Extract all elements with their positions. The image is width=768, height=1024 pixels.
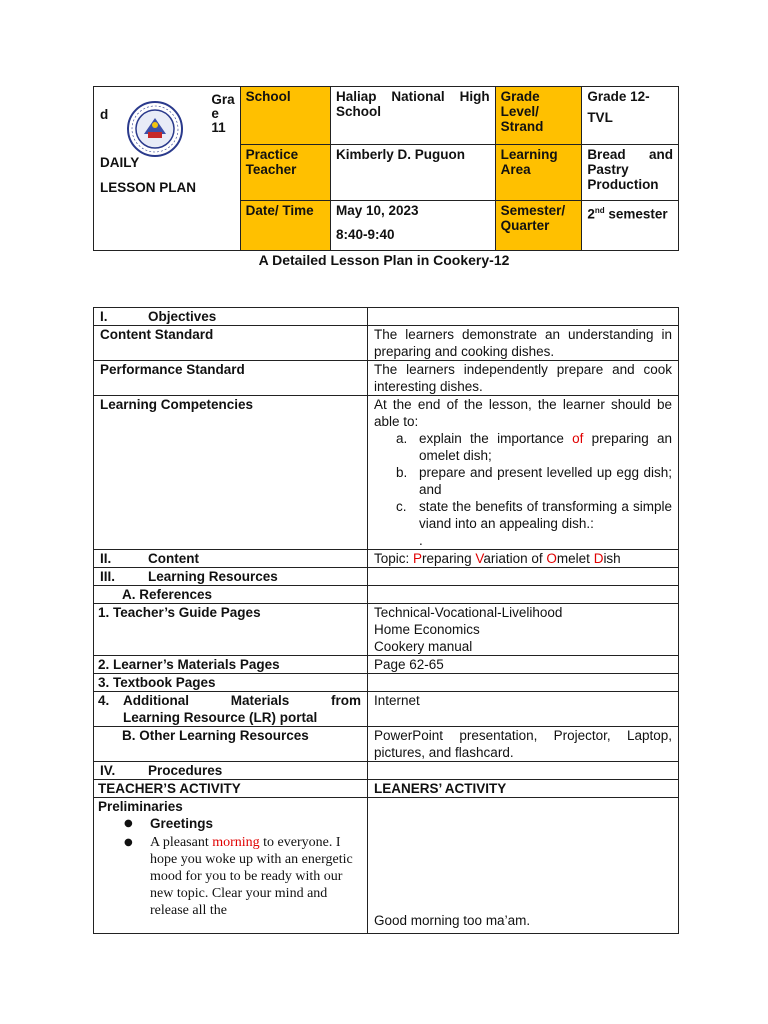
tg-line3: Cookery manual [374,639,473,654]
date-label: Date/ Time [240,201,330,251]
learner-reply: Good morning too ma’am. [368,798,679,934]
learner-activity-header: LEANERS’ ACTIVITY [368,780,679,798]
topic-part2: reparing [422,551,476,566]
topic-letter-v: V [475,551,484,566]
resources-heading [94,568,368,586]
learning-competencies-text [368,396,679,550]
deped-seal-icon [126,100,184,158]
date-text: May 10, 2023 [335,203,419,218]
lesson-plan-label: LESSON PLAN [100,180,197,195]
objectives-empty [368,308,679,326]
additional-label [94,692,368,727]
tg-pages-value [368,604,679,656]
header-school-block [94,87,212,251]
competency-a-text1: explain the importance [419,431,573,446]
other-resources-label: B. Other Learning Resources [94,727,368,762]
competency-c-mark: c. [396,499,407,514]
content-heading [94,550,368,568]
teacher-label: Practice Teacher [240,145,330,201]
competency-c [374,498,672,549]
bullet-icon: ● [124,818,133,829]
competency-a [374,430,672,464]
additional-line2: Learning Resource (LR) portal [123,710,318,725]
objectives-label: Objectives [148,309,217,324]
tg-line2: Home Economics [374,622,480,637]
additional-line1: Additional Materials from [123,693,361,708]
area-label: Learning Area [495,145,582,201]
resources-empty [368,568,679,586]
other-resources-value: PowerPoint presentation, Projector, Laptop, pictures, and flashcard. [368,727,679,762]
objectives-num: I. [100,309,108,324]
objectives-heading [94,308,368,326]
topic-part5: ish [603,551,621,566]
greeting-item [98,834,361,919]
semester-num: 2 [587,206,595,222]
semester-sup: nd [594,206,605,215]
competency-b-text: prepare and present levelled up egg dish; and [419,465,672,497]
area-value: Bread and Pastry Production [582,145,679,201]
content-label: Content [148,551,199,566]
procedures-empty [368,762,679,780]
topic-prefix: Topic: [374,551,414,566]
grade-value-line1: Grade 12- [587,89,650,104]
competency-b-mark: b. [396,465,408,480]
daily-label: DAILY [100,155,140,170]
topic-letter-o: O [546,551,557,566]
topic-part4: melet [556,551,594,566]
procedures-num: IV. [100,763,116,778]
topic-letter-d: D [593,551,604,566]
performance-standard-label: Performance Standard [94,361,368,396]
semester-value [582,201,679,251]
tg-line1: Technical-Vocational-Livelihood [374,605,563,620]
references-label: A. References [94,586,368,604]
greeting-text2: to everyone. I hope you woke up with an energetic mood for you to be ready with our new topic. Clear your mind and release all the [150,835,353,918]
semester-label: Semester/ Quarter [495,201,582,251]
competency-a-text2: preparing an omelet dish; [419,431,672,463]
competency-a-mark: a. [396,431,408,446]
competency-b [374,464,672,498]
time-text: 8:40-9:40 [335,227,395,242]
competency-c-tail: . [419,533,423,548]
lm-pages-label: 2. Learner’s Materials Pages [94,656,368,674]
school-label: School [240,87,330,145]
grade-level-label: Grade Level/ Strand [495,87,582,145]
grade-value-line2: TVL [587,110,613,125]
teacher-activity-header: TEACHER’S ACTIVITY [94,780,368,798]
resources-num: III. [100,569,116,584]
lesson-plan-table [93,307,679,934]
topic-part3: ariation of [483,551,547,566]
grade-label: Gra e 11 [211,87,240,251]
procedures-heading [94,762,368,780]
greetings-label: Greetings [150,816,214,831]
greeting-text1: A pleasant [150,835,213,850]
additional-num: 4. [98,693,110,708]
tg-pages-label: 1. Teacher’s Guide Pages [94,604,368,656]
content-standard-label: Content Standard [94,326,368,361]
preliminaries-label: Preliminaries [98,799,183,814]
teacher-activity-cell [94,798,368,934]
competencies-intro: At the end of the lesson, the learner should be able to: [374,397,672,429]
greeting-red: morning [212,835,260,850]
bullet-icon: ● [124,837,133,848]
competency-c-text: state the benefits of transforming a simple viand into an appealing dish.: [419,499,672,531]
additional-value: Internet [368,692,679,727]
date-value [330,201,495,251]
performance-standard-text: The learners independently prepare and cook interesting dishes. [368,361,679,396]
textbook-label: 3. Textbook Pages [94,674,368,692]
content-standard-text: The learners demonstrate an understanding in preparing and cooking dishes. [368,326,679,361]
textbook-empty [368,674,679,692]
topic-text [368,550,679,568]
header-d: d [100,107,109,122]
references-empty [368,586,679,604]
content-num: II. [100,551,112,566]
school-value: Haliap National High School [330,87,495,145]
resources-label: Learning Resources [148,569,278,584]
header-table [93,86,679,251]
semester-rest: semester [604,206,668,222]
procedures-label: Procedures [148,763,223,778]
teacher-value: Kimberly D. Puguon [330,145,495,201]
competency-a-red: of [572,431,584,446]
competencies-list [374,430,672,549]
greetings-item [98,815,361,832]
topic-letter-p: P [413,551,423,566]
lm-pages-value: Page 62-65 [368,656,679,674]
grade-level-value [582,87,679,145]
page-title: A Detailed Lesson Plan in Cookery-12 [258,252,510,268]
learning-competencies-label: Learning Competencies [94,396,368,550]
